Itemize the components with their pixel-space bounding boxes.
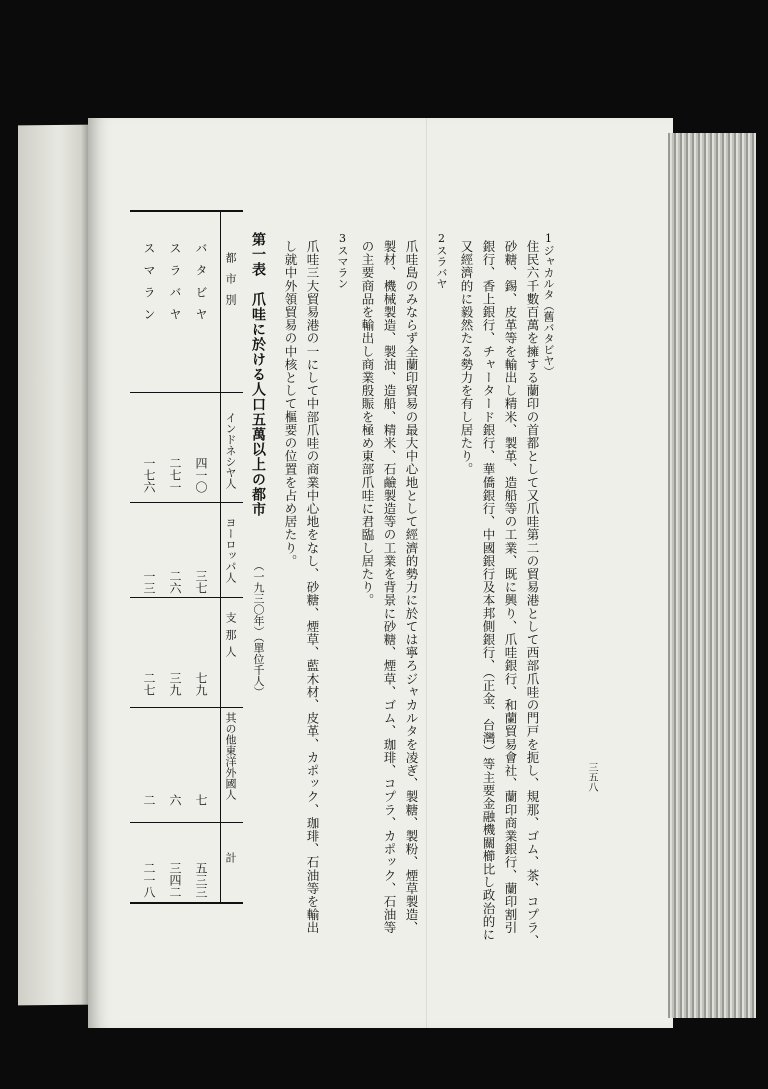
section-1-title: ジャカルタ（舊バタビヤ） [542,245,555,377]
row-1-other-asian: 七 [194,794,208,806]
row-2-european: 二六 [168,570,182,594]
section-2-line-2: 製材、機械製造、製油、造船、精米、石鹼製造等の工業を背景に砂糖、煙草、ゴム、珈琲、コプラ、カポック、石油等 [382,240,397,935]
row-2-chinese: 三九 [168,672,182,696]
section-3-number: 3 [336,232,349,245]
column-header-chinese: 支那人 [224,612,237,663]
table-row-rule [130,597,243,598]
table-title-text: 爪哇に於ける人口五萬以上の都市 [250,292,266,517]
row-2-other-asian: 六 [168,794,182,806]
section-3-heading [336,232,348,289]
row-1-european: 三七 [194,570,208,594]
column-header-indonesian: インドネシヤ人 [224,412,237,489]
section-2-number: 2 [435,232,448,245]
page-stack-edge [668,133,756,1018]
section-1-line-4: 又經濟的に毅然たる勢力を有し居たり。 [459,240,474,476]
section-2-line-3: の主要商品を輸出し商業殷賑を極め東部爪哇に君臨し居たり。 [360,240,375,607]
column-header-city: 都市別 [224,252,237,315]
row-3-indonesian: 一七六 [142,457,156,493]
column-header-european: ヨーロッパ人 [224,517,237,583]
section-3-title: スマラン [336,245,349,289]
row-1-city: バタビヤ [194,242,208,330]
row-3-european: 一三 [142,570,156,594]
row-2-total: 三四二 [168,862,182,898]
table-subtitle: （一九三〇年）（單位千人） [252,560,265,698]
row-3-chinese: 二七 [142,672,156,696]
section-1-number: 1 [542,232,555,245]
population-table [130,210,243,904]
section-2-line-1: 爪哇島のみならず全蘭印貿易の最大中心地として經濟的勢力に於ては寧ろジャカルタを凌ぎ、製糖、製粉、煙草製造、 [404,240,419,935]
section-1-line-3: 銀行、香上銀行、チャータード銀行、華僑銀行、中國銀行及本邦側銀行、（正金、台灣）等主要金融機關櫛比し政治的に [481,240,496,942]
row-3-other-asian: 二 [142,794,156,806]
section-2-heading [435,232,447,289]
left-page-edge [18,125,92,1006]
table-header-divider [220,212,221,902]
section-1-heading [542,232,554,377]
column-header-other-asian: 其の他東洋外國人 [224,712,237,800]
table-row-rule [130,392,243,393]
row-2-city: スラバヤ [168,242,182,330]
row-1-chinese: 七九 [194,672,208,696]
section-1-line-2: 砂糖、錫、皮革等を輸出し精米、製革、造船等の工業、既に興り、爪哇銀行、和蘭貿易會社、蘭印商業銀行、蘭印割引 [503,240,518,935]
row-3-total: 二一八 [142,862,156,898]
table-title [250,232,266,517]
page-fold [426,118,427,1028]
row-1-indonesian: 四一〇 [194,457,208,493]
row-3-city: スマラン [142,242,156,330]
section-3-line-2: し就中外領貿易の中核として樞要の位置を占め居たり。 [283,240,298,568]
table-label: 第一表 [250,232,266,277]
table-row-rule [130,822,243,823]
table-row-rule [130,502,243,503]
table-row-rule [130,707,243,708]
section-3-line-1: 爪哇三大貿易港の一にして中部爪哇の商業中心地をなし、砂糖、煙草、藍木材、皮革、カポック、珈琲、石油等を輸出 [305,240,320,935]
column-header-total: 計 [224,852,237,863]
row-1-total: 五三三 [194,862,208,898]
section-1-line-1: 住民六千數百萬を擁する蘭印の首都として又爪哇第二の貿易港として西部爪哇の門戸を扼し、規那、ゴム、茶、コプラ、 [525,240,540,948]
section-2-title: スラバヤ [435,245,448,289]
page-number: 三五八 [586,762,597,792]
row-2-indonesian: 二七一 [168,457,182,493]
